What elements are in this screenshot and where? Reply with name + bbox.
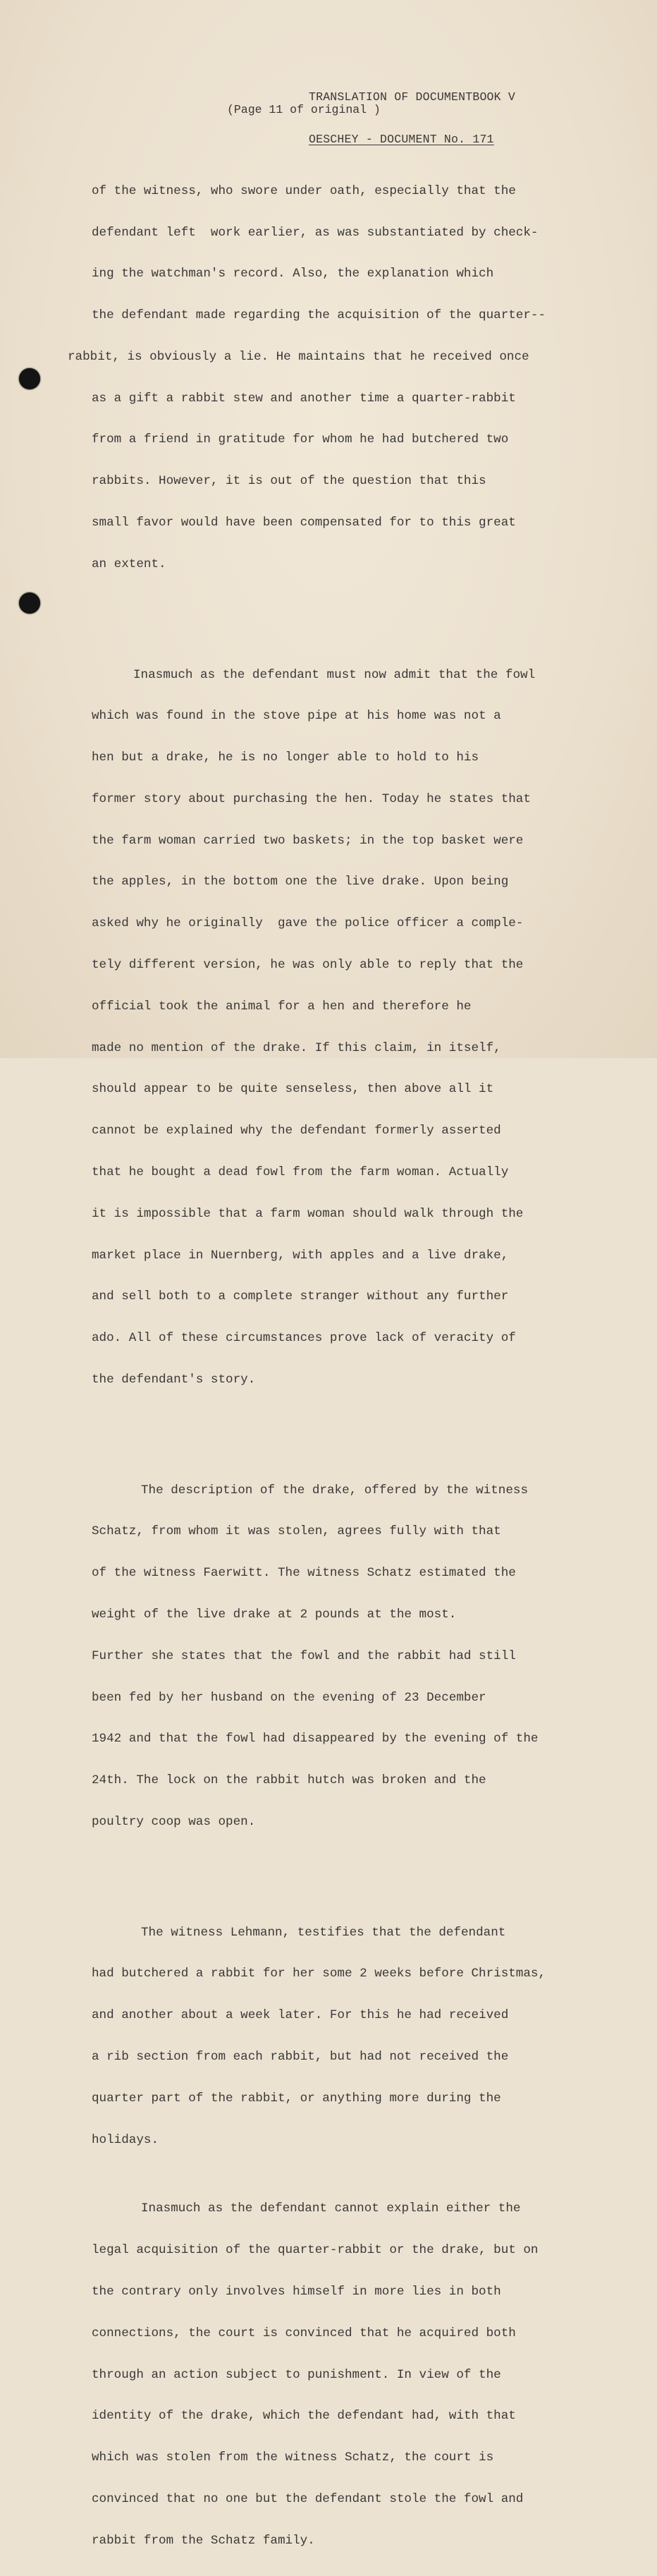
text-line: identity of the drake, which the defendant had, with that [92,2409,516,2424]
text-line: 1942 and that the fowl had disappeared by the evening of the [92,1732,539,1746]
text-line: through an action subject to punishment. In view of the [92,2367,501,2382]
text-line: The witness Lehmann, testifies that the defendant [141,1925,506,1940]
text-line: of the witness, who swore under oath, especially that the [92,183,516,198]
page-reference: (Page 11 of original ) [227,103,381,116]
text-line: should appear to be quite senseless, then above all it [92,1082,494,1097]
text-line: that he bought a dead fowl from the farm woman. Actually [92,1165,509,1179]
text-line: Further she states that the fowl and the rabbit had still [92,1648,516,1663]
text-line: rabbit, is obviously a lie. He maintains that he received once [68,349,529,364]
text-line: weight of the live drake at 2 pounds at the most. [92,1607,457,1622]
text-line: it is impossible that a farm woman should walk through the [92,1206,524,1221]
text-line: the farm woman carried two baskets; in the top basket were [92,833,524,848]
text-line: had butchered a rabbit for her some 2 weeks before Christmas, [92,1967,546,1981]
header-title: TRANSLATION OF DOCUMENTBOOK V [309,90,515,104]
text-line: Schatz, from whom it was stolen, agrees fully with that [92,1524,501,1539]
text-line: cannot be explained why the defendant formerly asserted [92,1124,501,1138]
text-line: poultry coop was open. [92,1814,256,1829]
text-line: tely different version, he was only able to reply that the [92,958,524,973]
text-line: former story about purchasing the hen. Today he states that [92,791,531,806]
text-line: market place in Nuernberg, with apples and a live drake, [92,1248,509,1263]
text-line: legal acquisition of the quarter-rabbit or the drake, but on [92,2243,539,2258]
text-line: of the witness Faerwitt. The witness Schatz estimated the [92,1566,516,1581]
text-line: ado. All of these circumstances prove lack of veracity of [92,1331,516,1346]
text-line: small favor would have been compensated for to this great [92,516,516,530]
text-line: a rib section from each rabbit, but had not received the [92,2049,509,2064]
text-line: holidays. [92,2132,159,2147]
document-body [0,143,657,2576]
text-line: which was found in the stove pipe at his home was not a [92,709,501,724]
text-line: asked why he originally gave the police officer a comple- [92,916,524,931]
text-line: connections, the court is convinced that he acquired both [92,2326,516,2340]
text-line: from a friend in gratitude for whom he had butchered two [92,432,509,447]
text-line: rabbits. However, it is out of the question that this [92,474,486,489]
text-line: the defendant made regarding the acquisition of the quarter-- [92,308,546,323]
text-line: Inasmuch as the defendant must now admit that the fowl [133,667,536,682]
text-line: ing the watchman's record. Also, the explanation which [92,267,494,281]
text-line: the apples, in the bottom one the live drake. Upon being [92,875,509,889]
text-line: and sell both to a complete stranger without any further [92,1289,509,1304]
text-line: been fed by her husband on the evening of 23 December [92,1690,486,1705]
text-line: an extent. [92,557,166,571]
text-line: defendant left work earlier, as was substantiated by check- [92,225,539,240]
header-document-number: OESCHEY - DOCUMENT No. 171 [309,133,494,146]
text-line: Inasmuch as the defendant cannot explain either the [141,2201,521,2216]
text-line: made no mention of the drake. If this claim, in itself, [92,1040,501,1055]
text-line: quarter part of the rabbit, or anything more during the [92,2091,501,2106]
text-line: convinced that no one but the defendant stole the fowl and [92,2491,524,2506]
text-line: and another about a week later. For this he had received [92,2008,509,2023]
text-line: rabbit from the Schatz family. [92,2533,315,2548]
text-line: which was stolen from the witness Schatz, the court is [92,2450,494,2465]
text-line: hen but a drake, he is no longer able to hold to his [92,751,479,765]
text-line: the contrary only involves himself in more lies in both [92,2285,501,2299]
text-line: as a gift a rabbit stew and another time a quarter-rabbit [92,391,516,406]
text-line: The description of the drake, offered by the witness [141,1483,529,1497]
text-line: 24th. The lock on the rabbit hutch was broken and the [92,1773,486,1788]
text-line: the defendant's story. [92,1372,256,1387]
text-line: official took the animal for a hen and therefore he [92,999,472,1014]
